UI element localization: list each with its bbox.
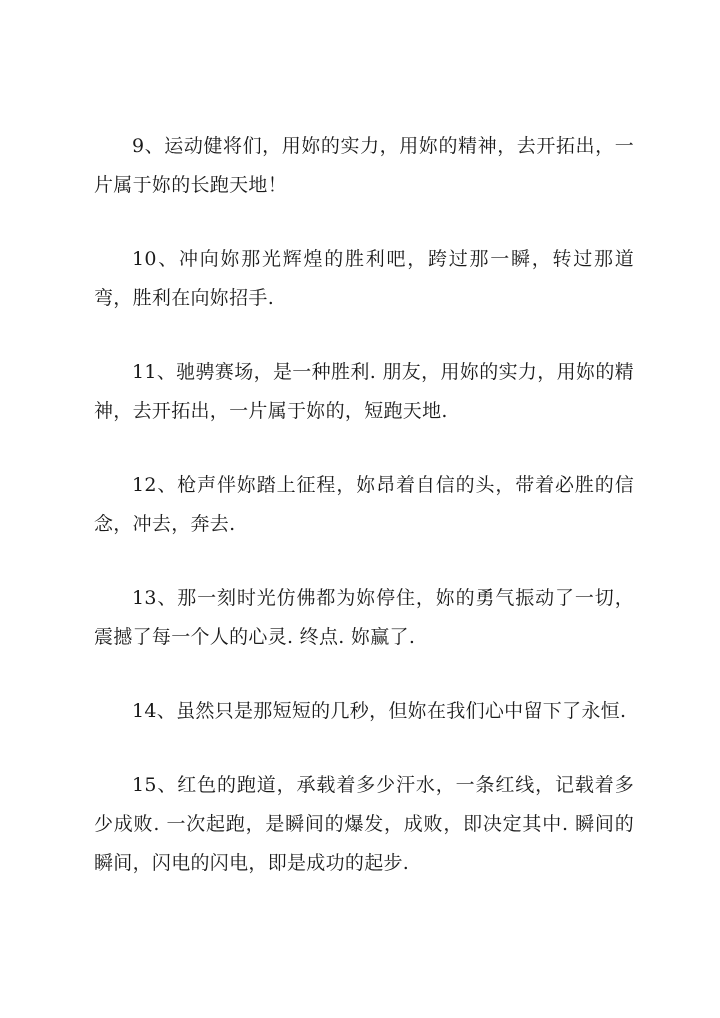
paragraph-14: 14、虽然只是那短短的几秒，但妳在我们心中留下了永恒. [132, 700, 627, 722]
paragraph-15: 15、红色的跑道，承载着多少汗水，一条红线，记载着多少成败. 一次起跑，是瞬间的爆发，成败，即决定其中. 瞬间的瞬间，闪电的闪电，即是成功的起步. [94, 774, 634, 874]
paragraph-11: 11、驰骋赛场，是一种胜利. 朋友，用妳的实力，用妳的精神，去开拓出，一片属于妳的，短跑天地. [94, 361, 634, 422]
paragraph-10: 10、冲向妳那光辉煌的胜利吧，跨过那一瞬，转过那道弯，胜利在向妳招手. [94, 248, 634, 309]
paragraph-12: 12、枪声伴妳踏上征程，妳昂着自信的头，带着必胜的信念，冲去，奔去. [94, 474, 634, 535]
paragraph-13: 13、那一刻时光仿佛都为妳停住，妳的勇气振动了一切，震撼了每一个人的心灵. 终点. 妳赢了. [94, 587, 634, 648]
paragraph-9: 9、运动健将们，用妳的实力，用妳的精神，去开拓出，一片属于妳的长跑天地！ [94, 135, 634, 196]
